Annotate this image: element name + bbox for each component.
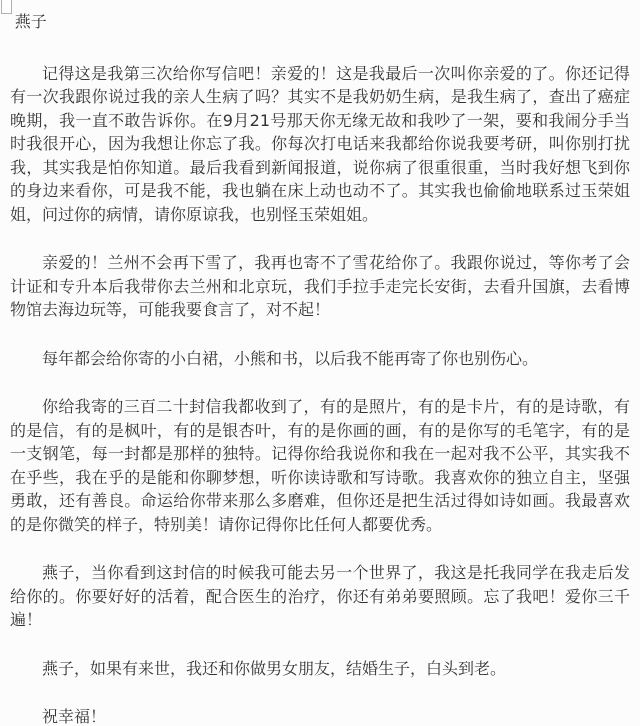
letter-salutation: 燕子 bbox=[14, 12, 47, 31]
letter-closing: 祝幸福！ bbox=[42, 707, 107, 726]
letter-paragraph: 记得这是我第三次给你写信吧！亲爱的！这是我最后一次叫你亲爱的了。你还记得有一次我跟你说过我的亲人生病了吗？其实不是我奶奶生病，是我生病了，查出了癌症晚期，我一直不敢告诉你。在9月21号那天你无缘无故和我吵了一架，要和我闹分手当时我很开心，因为我想让你忘了我。你每次打电话来我都给你说我要考研，叫你别打扰我，其实我是怕你知道。最后我看到新闻报道，说你病了很重很重，当时我好想飞到你的身边来看你，可是我不能，我也躺在床上动也动不了。其实我也偷偷地联系过玉荣姐姐，问过你的病情，请你原谅我，也别怪玉荣姐姐。 bbox=[10, 63, 630, 224]
letter-paragraph: 亲爱的！兰州不会再下雪了，我再也寄不了雪花给你了。我跟你说过，等你考了会计证和专升本后我带你去兰州和北京玩，我们手拉手走完长安街，去看升国旗，去看博物馆去海边玩等，可能我要食言了，对不起！ bbox=[10, 253, 630, 319]
letter-paragraph: 你给我寄的三百二十封信我都收到了，有的是照片，有的是卡片，有的是诗歌，有的是信，有的是枫叶，有的是银杏叶，有的是你画的画，有的是你写的毛笔字，有的是一支钢笔，每一封都是那样的独特。记得你给我说你和我在一起对我不公平，其实我不在乎些，我在乎的是能和你聊梦想，听你读诗歌和写诗歌。我喜欢你的独立自主，坚强勇敢，还有善良。命运给你带来那么多磨难，但你还是把生活过得如诗如画。我最喜欢的是你微笑的样子，特别美！请你记得你比任何人都要优秀。 bbox=[10, 397, 630, 534]
letter-paragraphs bbox=[10, 62, 630, 681]
letter-paragraph: 燕子，当你看到这封信的时候我可能去另一个世界了，我这是托我同学在我走后发给你的。你要好好的活着，配合医生的治疗，你还有弟弟要照顾。忘了我吧！爱你三千遍！ bbox=[10, 563, 630, 629]
letter-paragraph: 每年都会给你寄的小白裙，小熊和书，以后我不能再寄了你也别伤心。 bbox=[42, 348, 539, 368]
corner-box-artifact bbox=[1, 0, 12, 14]
letter-paragraph: 燕子，如果有来世，我还和你做男女朋友，结婚生子，白头到老。 bbox=[42, 658, 507, 678]
